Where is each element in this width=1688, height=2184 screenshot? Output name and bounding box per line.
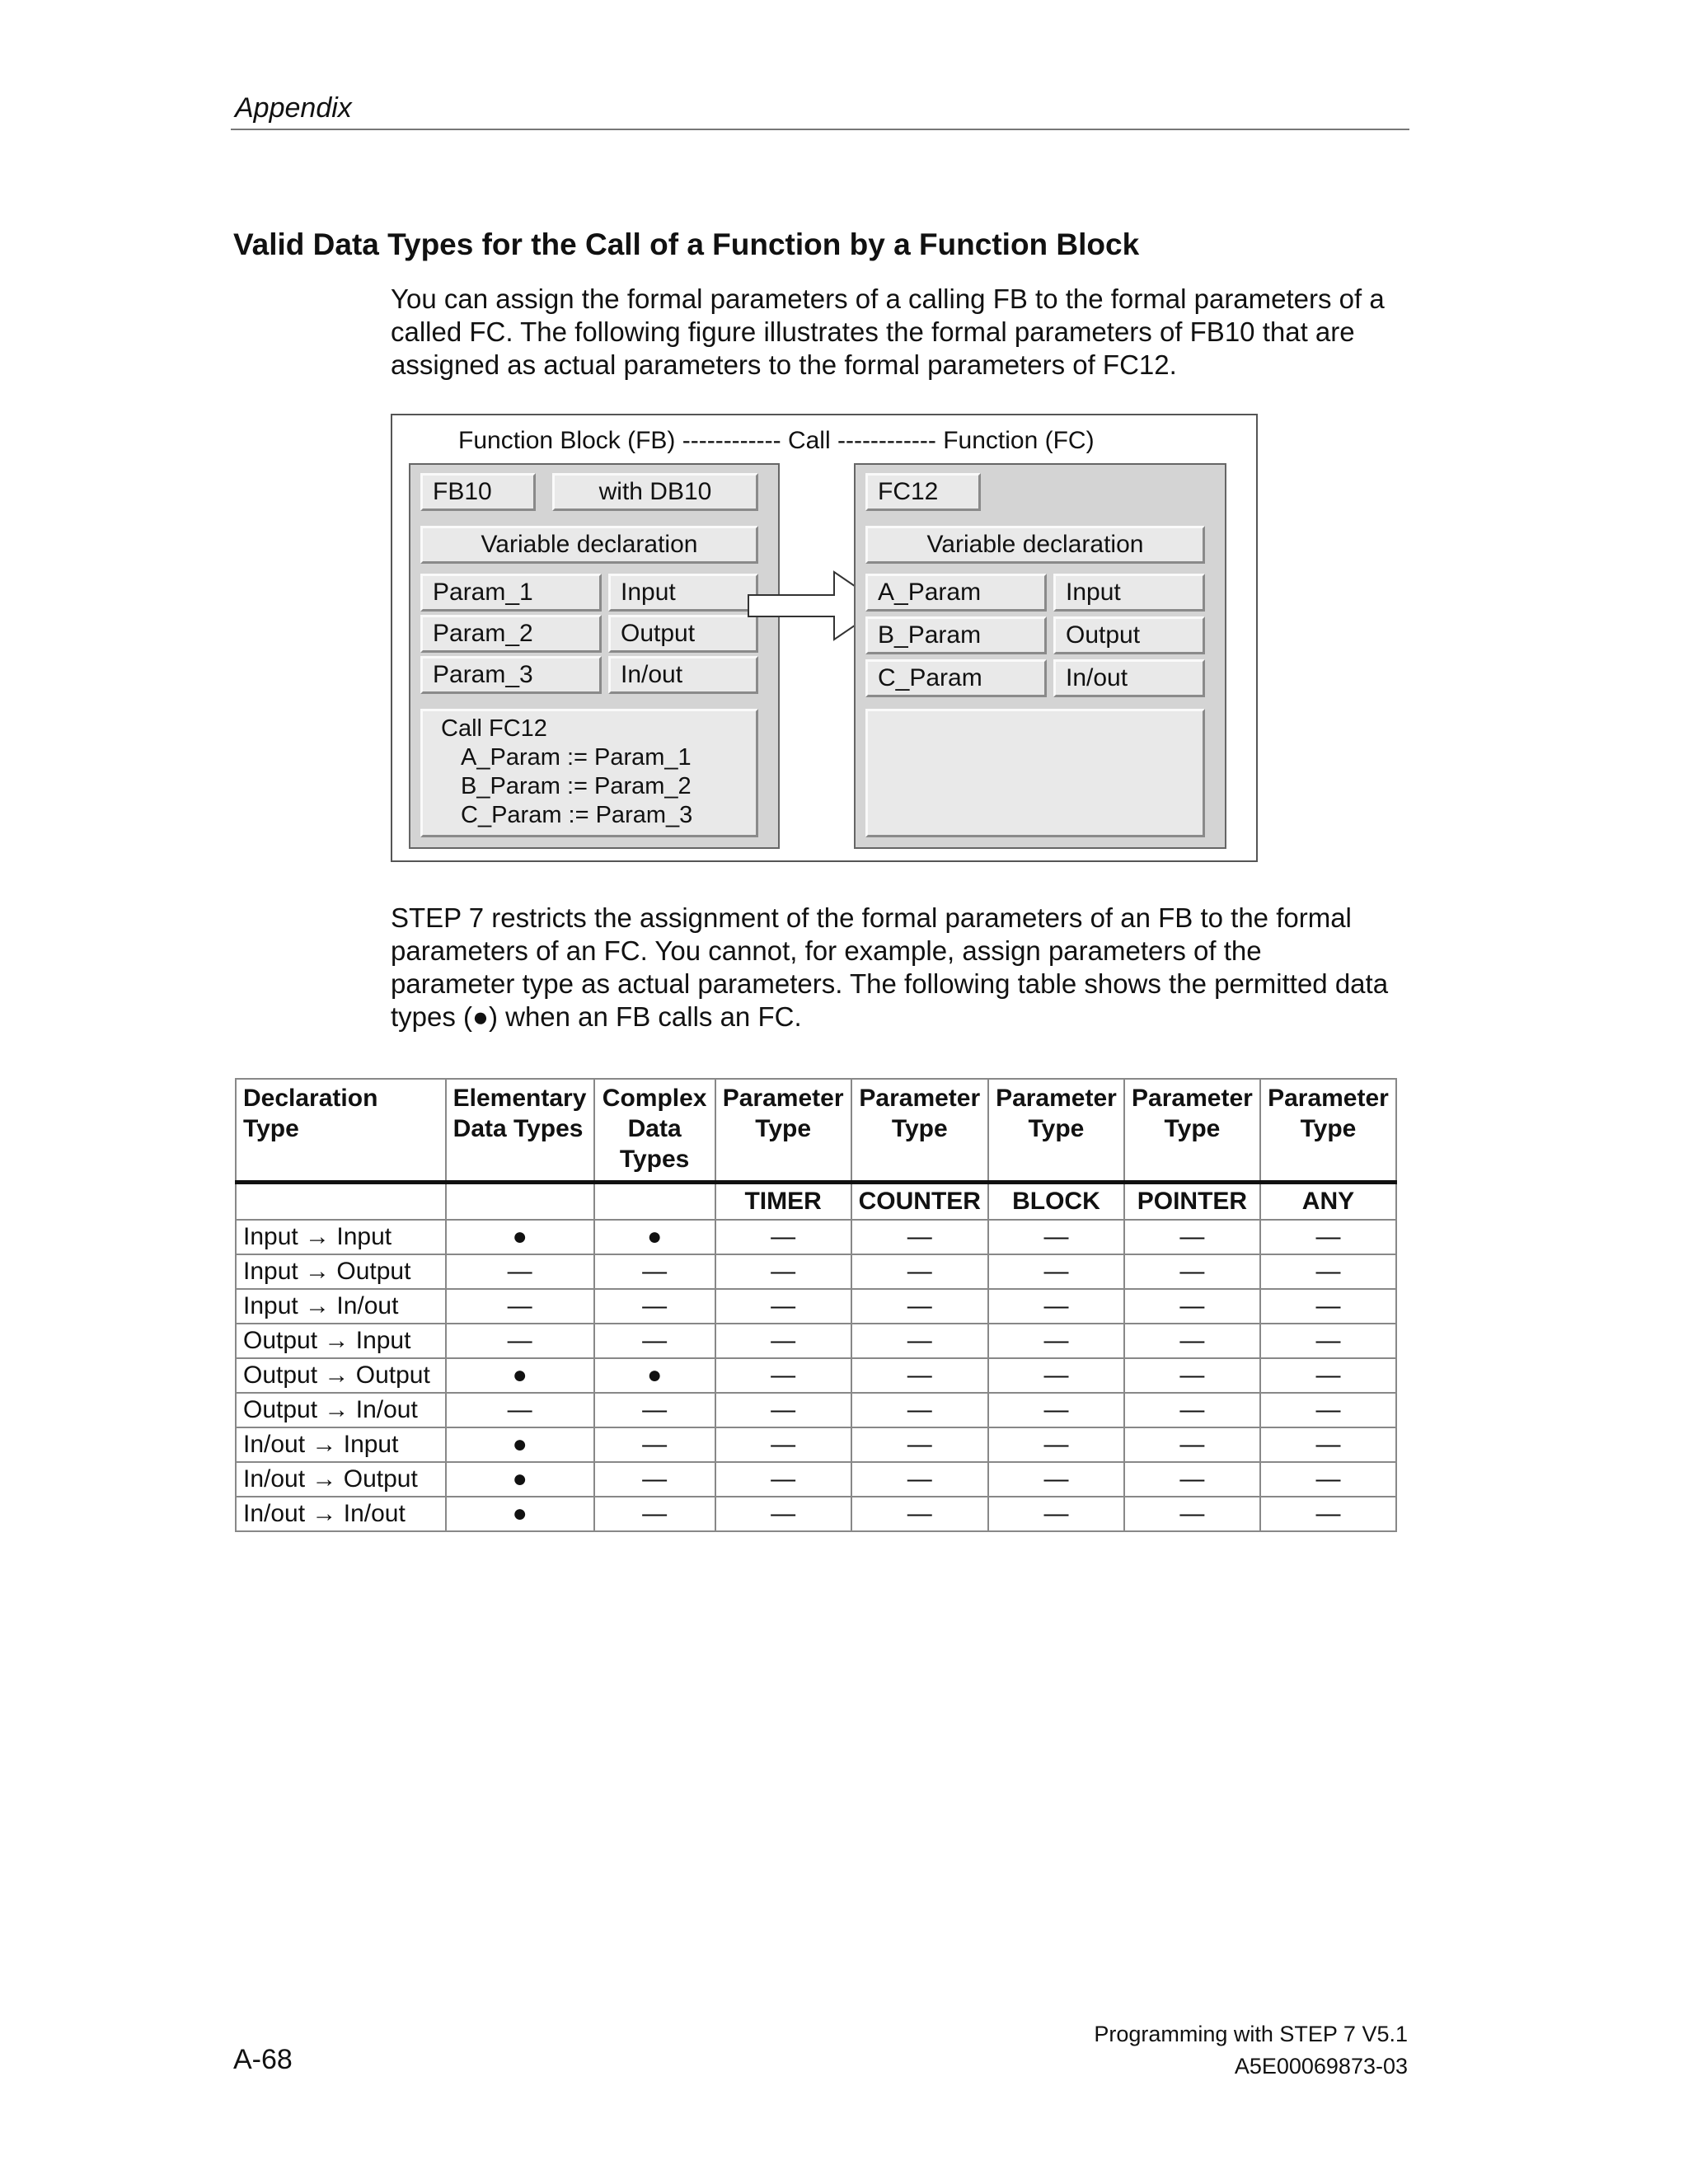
intro-paragraph [391, 283, 1421, 382]
table-row [236, 1254, 1396, 1289]
permission-cell: — [715, 1497, 851, 1531]
permission-cell: ● [594, 1358, 715, 1393]
permission-cell: — [1124, 1427, 1260, 1462]
call-assignment: C_Param := Param_3 [461, 802, 693, 828]
permission-cell: — [851, 1393, 988, 1427]
table-row [236, 1462, 1396, 1497]
col-header-declaration-type: Declaration Type [236, 1079, 446, 1183]
permission-cell: — [594, 1393, 715, 1427]
fb-param-type: In/out [608, 656, 758, 694]
permission-cell: ● [446, 1497, 594, 1531]
col-header-parameter-type: Parameter Type [1124, 1079, 1260, 1183]
fb-param-name: Param_2 [420, 615, 602, 653]
permission-cell: — [988, 1254, 1124, 1289]
permission-cell: — [715, 1254, 851, 1289]
intro-line: assigned as actual parameters to the formal parameters of FC12. [391, 349, 1177, 380]
intro-line: called FC. The following figure illustrates the formal parameters of FB10 that are [391, 316, 1355, 347]
fb-db-box: with DB10 [552, 473, 758, 511]
fc-body-empty [865, 709, 1205, 837]
table-row [236, 1358, 1396, 1393]
permission-cell: — [851, 1220, 988, 1254]
fb-param-name: Param_1 [420, 574, 602, 612]
permission-cell: — [1260, 1497, 1396, 1531]
subheader-cell [236, 1183, 446, 1221]
table-row [236, 1220, 1396, 1254]
row-declaration-type: In/out → In/out [236, 1497, 446, 1531]
permission-cell: — [1124, 1497, 1260, 1531]
table-row [236, 1324, 1396, 1358]
permission-cell: — [1124, 1462, 1260, 1497]
col-header-complex: Complex Data Types [594, 1079, 715, 1183]
call-statement: Call FC12 [441, 715, 547, 742]
permission-cell: — [988, 1462, 1124, 1497]
restrict-line: types (●) when an FB calls an FC. [391, 1001, 802, 1032]
permission-cell: — [988, 1324, 1124, 1358]
row-declaration-type: Input → Output [236, 1254, 446, 1289]
restriction-paragraph [391, 902, 1421, 1033]
permission-cell: ● [446, 1220, 594, 1254]
fc-panel [854, 463, 1226, 849]
permission-cell: — [1260, 1254, 1396, 1289]
fc-param-name: C_Param [865, 659, 1047, 697]
permission-cell: — [851, 1427, 988, 1462]
permission-cell: — [715, 1427, 851, 1462]
permission-cell: — [1124, 1289, 1260, 1324]
header-rule [231, 129, 1409, 130]
table-row [236, 1497, 1396, 1531]
permission-cell: ● [446, 1462, 594, 1497]
row-declaration-type: In/out → Input [236, 1427, 446, 1462]
row-declaration-type: Output → Output [236, 1358, 446, 1393]
fc-param-type: Output [1053, 616, 1205, 654]
permission-cell: — [1124, 1254, 1260, 1289]
permission-cell: — [594, 1254, 715, 1289]
permission-cell: — [851, 1289, 988, 1324]
fb-panel [409, 463, 780, 849]
table-row [236, 1289, 1396, 1324]
permission-cell: — [446, 1254, 594, 1289]
row-declaration-type: Input → In/out [236, 1289, 446, 1324]
table-header-row [236, 1079, 1396, 1183]
permission-cell: — [1260, 1462, 1396, 1497]
subheader-cell: COUNTER [851, 1183, 988, 1221]
permission-cell: — [715, 1462, 851, 1497]
fc-param-type: Input [1053, 574, 1205, 612]
permission-cell: — [1260, 1427, 1396, 1462]
subheader-cell [594, 1183, 715, 1221]
permission-cell: — [594, 1289, 715, 1324]
table-row [236, 1427, 1396, 1462]
fb-call-code [420, 709, 758, 837]
figure-caption: Function Block (FB) ------------ Call ------------ Function (FC) [458, 427, 1095, 454]
table-row [236, 1393, 1396, 1427]
intro-line: You can assign the formal parameters of a calling FB to the formal parameters of a [391, 284, 1385, 314]
restrict-line: parameter type as actual parameters. The following table shows the permitted data [391, 968, 1389, 999]
row-declaration-type: Output → Input [236, 1324, 446, 1358]
subheader-cell: BLOCK [988, 1183, 1124, 1221]
permission-cell: — [1260, 1393, 1396, 1427]
permission-cell: — [851, 1497, 988, 1531]
col-header-elementary: Elementary Data Types [446, 1079, 594, 1183]
permission-cell: — [1124, 1393, 1260, 1427]
permission-cell: — [594, 1427, 715, 1462]
page-number: A-68 [233, 2044, 293, 2075]
subheader-cell [446, 1183, 594, 1221]
permission-cell: — [1124, 1358, 1260, 1393]
document-number: A5E00069873-03 [1234, 2054, 1408, 2079]
permission-cell: — [446, 1324, 594, 1358]
permission-cell: — [988, 1427, 1124, 1462]
row-declaration-type: Output → In/out [236, 1393, 446, 1427]
fb-fc-call-figure [391, 414, 1258, 862]
subheader-cell: ANY [1260, 1183, 1396, 1221]
permission-cell: — [988, 1289, 1124, 1324]
permission-cell: — [1124, 1324, 1260, 1358]
subheader-cell: TIMER [715, 1183, 851, 1221]
col-header-parameter-type: Parameter Type [715, 1079, 851, 1183]
running-header: Appendix [235, 92, 352, 124]
col-header-parameter-type: Parameter Type [988, 1079, 1124, 1183]
permission-cell: — [594, 1324, 715, 1358]
permission-cell: — [594, 1462, 715, 1497]
permission-cell: — [1260, 1220, 1396, 1254]
permission-cell: — [715, 1324, 851, 1358]
permission-cell: — [446, 1393, 594, 1427]
permission-cell: — [715, 1358, 851, 1393]
section-title: Valid Data Types for the Call of a Function by a Function Block [233, 227, 1140, 261]
permission-cell: — [446, 1289, 594, 1324]
fb-name-box: FB10 [420, 473, 536, 511]
permission-cell: — [988, 1393, 1124, 1427]
permission-cell: — [715, 1220, 851, 1254]
permission-cell: — [1260, 1324, 1396, 1358]
permission-cell: — [1124, 1220, 1260, 1254]
permission-cell: — [594, 1497, 715, 1531]
fb-param-type: Output [608, 615, 758, 653]
footer-title: Programming with STEP 7 V5.1 [1094, 2022, 1408, 2046]
fb-var-declaration: Variable declaration [420, 526, 758, 564]
permission-cell: — [851, 1358, 988, 1393]
permission-cell: — [715, 1393, 851, 1427]
fc-name-box: FC12 [865, 473, 981, 511]
permission-cell: — [1260, 1289, 1396, 1324]
call-assignment: B_Param := Param_2 [461, 773, 692, 799]
call-assignment: A_Param := Param_1 [461, 744, 692, 771]
permission-cell: — [851, 1324, 988, 1358]
permission-cell: — [1260, 1358, 1396, 1393]
permission-cell: — [988, 1220, 1124, 1254]
permission-cell: — [988, 1358, 1124, 1393]
permission-cell: ● [446, 1358, 594, 1393]
fc-param-name: B_Param [865, 616, 1047, 654]
restrict-line: STEP 7 restricts the assignment of the formal parameters of an FB to the formal [391, 902, 1352, 933]
permission-cell: — [851, 1254, 988, 1289]
row-declaration-type: Input → Input [236, 1220, 446, 1254]
col-header-parameter-type: Parameter Type [851, 1079, 988, 1183]
permitted-data-types-table [235, 1078, 1397, 1532]
permission-cell: ● [446, 1427, 594, 1462]
fc-var-declaration: Variable declaration [865, 526, 1205, 564]
permission-cell: — [988, 1497, 1124, 1531]
restrict-line: parameters of an FC. You cannot, for example, assign parameters of the [391, 935, 1262, 966]
fc-param-type: In/out [1053, 659, 1205, 697]
permission-cell: — [851, 1462, 988, 1497]
table-subheader-row [236, 1183, 1396, 1221]
fc-param-name: A_Param [865, 574, 1047, 612]
row-declaration-type: In/out → Output [236, 1462, 446, 1497]
permission-cell: ● [594, 1220, 715, 1254]
permission-cell: — [715, 1289, 851, 1324]
fb-param-type: Input [608, 574, 758, 612]
subheader-cell: POINTER [1124, 1183, 1260, 1221]
fb-param-name: Param_3 [420, 656, 602, 694]
col-header-parameter-type: Parameter Type [1260, 1079, 1396, 1183]
